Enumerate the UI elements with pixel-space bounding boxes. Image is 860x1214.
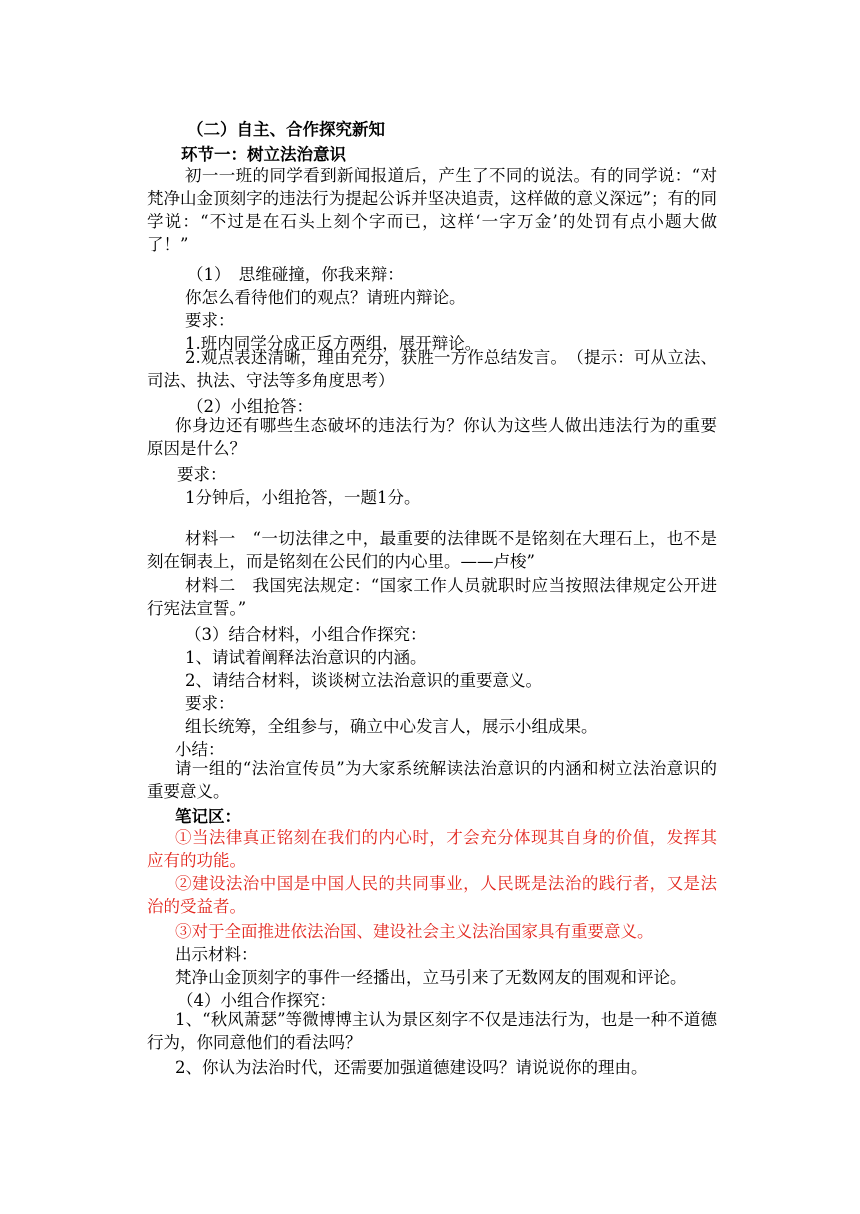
section-title: （二）自主、合作探究新知 — [187, 120, 385, 139]
q2-req-label: 要求： — [177, 465, 227, 484]
note-item: ②建设法治中国是中国人民的共同事业，人民既是法治的践行者，又是法治的受益者。 — [147, 874, 717, 916]
q1-req2: 2.观点表述清晰，理由充分，获胜一方作总结发言。 （提示：可从立法、司法、执法、守法等多角度思考） — [147, 348, 717, 390]
intro-paragraph: 初一一班的同学看到新闻报道后，产生了不同的说法。有的同学说：“对梵净山金顶刻字的违法行为提起公诉并坚决追责，这样做的意义深远”；有的同学说：“不过是在石头上刻个字而已，这样‘一字万金’的处罚有点小题大做了！” — [147, 166, 717, 254]
q3-req-label: 要求： — [185, 694, 235, 713]
q3-title: （3）结合材料，小组合作探究： — [185, 625, 427, 644]
note-item: ③对于全面推进依法治国、建设社会主义法治国家具有重要意义。 — [175, 922, 654, 941]
summary-label: 小结： — [175, 740, 225, 759]
material-two: 材料二 我国宪法规定：“国家工作人员就职时应当按照法律规定公开进行宪法宣誓。” — [147, 576, 717, 618]
q3-item1: 1、请试着阐释法治意识的内涵。 — [185, 648, 427, 667]
show-material-body: 梵净山金顶刻字的事件一经播出，立马引来了无数网友的围观和评论。 — [175, 968, 687, 987]
material-one: 材料一 “一切法律之中，最重要的法律既不是铭刻在大理石上，也不是刻在铜表上，而是铭刻在公民们的内心里。——卢梭” — [147, 529, 717, 571]
q4-title: （4）小组合作探究： — [177, 991, 336, 1010]
q1-body: 你怎么看待他们的观点？请班内辩论。 — [185, 288, 466, 307]
q2-req: 1分钟后，小组抢答，一题1分。 — [185, 488, 421, 507]
summary-body: 请一组的“法治宣传员”为大家系统解读法治意识的内涵和树立法治意识的重要意义。 — [147, 759, 717, 801]
show-material-label: 出示材料： — [175, 945, 258, 964]
q2-title: （2）小组抢答： — [187, 397, 313, 416]
notes-label: 笔记区： — [175, 807, 241, 826]
link1-title: 环节一：树立法治意识 — [181, 145, 346, 164]
q2-body: 你身边还有哪些生态破坏的违法行为？你认为这些人做出违法行为的重要原因是什么？ — [147, 416, 717, 458]
q3-item2: 2、请结合材料，谈谈树立法治意识的重要意义。 — [185, 671, 542, 690]
q4-item2: 2、你认为法治时代，还需要加强道德建设吗？请说说你的理由。 — [175, 1058, 648, 1077]
q1-title: （1） 思维碰撞，你我来辩： — [187, 265, 404, 284]
q3-req: 组长统筹，全组参与，确立中心发言人，展示小组成果。 — [185, 717, 598, 736]
note-item: ①当法律真正铭刻在我们的内心时，才会充分体现其自身的价值，发挥其应有的功能。 — [147, 828, 717, 870]
q1-req-label: 要求： — [185, 311, 235, 330]
q1-req1: 1.班内同学分成正反方两组，展开辩论。 — [185, 334, 482, 353]
q4-item1: 1、“秋风萧瑟”等微博博主认为景区刻字不仅是违法行为，也是一种不道德行为，你同意他们的看法吗？ — [147, 1010, 717, 1052]
